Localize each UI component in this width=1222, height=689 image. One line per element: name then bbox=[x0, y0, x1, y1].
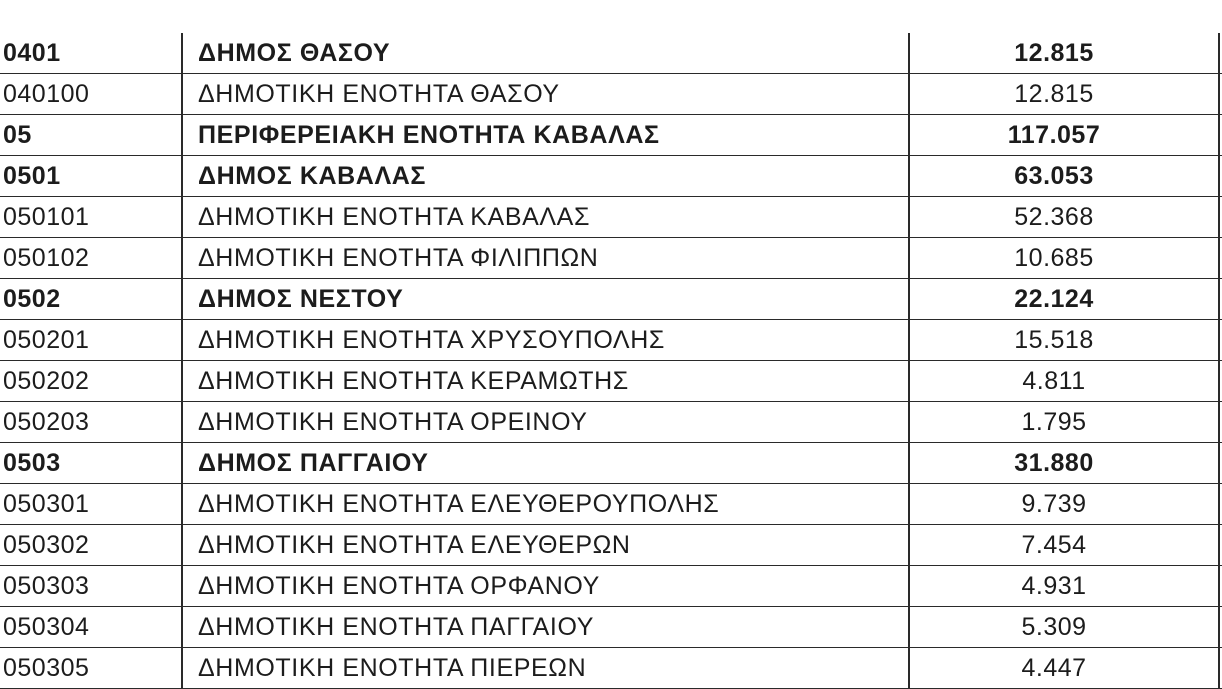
area-name-cell: ΔΗΜΟΣ ΚΑΒΑΛΑΣ bbox=[182, 156, 909, 197]
table-row bbox=[0, 648, 1222, 689]
area-code-cell: 050202 bbox=[0, 361, 182, 402]
population-cell: 12.815 bbox=[909, 74, 1219, 115]
area-code-cell: 050201 bbox=[0, 320, 182, 361]
population-cell: 4.811 bbox=[909, 361, 1219, 402]
table-row bbox=[0, 115, 1222, 156]
area-code-cell: 0501 bbox=[0, 156, 182, 197]
area-name-cell: ΔΗΜΟΤΙΚΗ ΕΝΟΤΗΤΑ ΕΛΕΥΘΕΡΟΥΠΟΛΗΣ bbox=[182, 484, 909, 525]
population-cell: 117.057 bbox=[909, 115, 1219, 156]
table-row bbox=[0, 525, 1222, 566]
table-body bbox=[0, 33, 1222, 689]
table-row bbox=[0, 443, 1222, 484]
area-code-cell: 0401 bbox=[0, 33, 182, 74]
area-name-cell: ΔΗΜΟΤΙΚΗ ΕΝΟΤΗΤΑ ΟΡΦΑΝΟΥ bbox=[182, 566, 909, 607]
population-cell: 31.880 bbox=[909, 443, 1219, 484]
area-code-cell: 050203 bbox=[0, 402, 182, 443]
population-cell: 5.309 bbox=[909, 607, 1219, 648]
population-cell: 1.795 bbox=[909, 402, 1219, 443]
area-code-cell: 050102 bbox=[0, 238, 182, 279]
area-code-cell: 050304 bbox=[0, 607, 182, 648]
area-code-cell: 050101 bbox=[0, 197, 182, 238]
area-name-cell: ΔΗΜΟΤΙΚΗ ΕΝΟΤΗΤΑ ΚΕΡΑΜΩΤΗΣ bbox=[182, 361, 909, 402]
area-code-cell: 05 bbox=[0, 115, 182, 156]
area-name-cell: ΔΗΜΟΣ ΘΑΣΟΥ bbox=[182, 33, 909, 74]
area-name-cell: ΔΗΜΟΤΙΚΗ ΕΝΟΤΗΤΑ ΧΡΥΣΟΥΠΟΛΗΣ bbox=[182, 320, 909, 361]
area-name-cell: ΔΗΜΟΤΙΚΗ ΕΝΟΤΗΤΑ ΟΡΕΙΝΟΥ bbox=[182, 402, 909, 443]
area-code-cell: 040100 bbox=[0, 74, 182, 115]
table-row bbox=[0, 156, 1222, 197]
area-code-cell: 050305 bbox=[0, 648, 182, 689]
area-name-cell: ΔΗΜΟΣ ΠΑΓΓΑΙΟΥ bbox=[182, 443, 909, 484]
population-cell: 4.931 bbox=[909, 566, 1219, 607]
population-cell: 12.815 bbox=[909, 33, 1219, 74]
table-row bbox=[0, 607, 1222, 648]
table-row bbox=[0, 279, 1222, 320]
area-code-cell: 0502 bbox=[0, 279, 182, 320]
area-name-cell: ΔΗΜΟΤΙΚΗ ΕΝΟΤΗΤΑ ΦΙΛΙΠΠΩΝ bbox=[182, 238, 909, 279]
population-cell: 4.447 bbox=[909, 648, 1219, 689]
population-cell: 52.368 bbox=[909, 197, 1219, 238]
area-code-cell: 050303 bbox=[0, 566, 182, 607]
area-name-cell: ΔΗΜΟΤΙΚΗ ΕΝΟΤΗΤΑ ΘΑΣΟΥ bbox=[182, 74, 909, 115]
area-name-cell: ΔΗΜΟΤΙΚΗ ΕΝΟΤΗΤΑ ΠΑΓΓΑΙΟΥ bbox=[182, 607, 909, 648]
table-row bbox=[0, 361, 1222, 402]
population-cell: 10.685 bbox=[909, 238, 1219, 279]
area-name-cell: ΔΗΜΟΤΙΚΗ ΕΝΟΤΗΤΑ ΚΑΒΑΛΑΣ bbox=[182, 197, 909, 238]
table-row bbox=[0, 484, 1222, 525]
population-cell: 9.739 bbox=[909, 484, 1219, 525]
population-table-container bbox=[0, 33, 1222, 689]
population-cell: 22.124 bbox=[909, 279, 1219, 320]
area-code-cell: 0503 bbox=[0, 443, 182, 484]
table-row bbox=[0, 320, 1222, 361]
area-name-cell: ΔΗΜΟΤΙΚΗ ΕΝΟΤΗΤΑ ΠΙΕΡΕΩΝ bbox=[182, 648, 909, 689]
table-row bbox=[0, 33, 1222, 74]
population-cell: 7.454 bbox=[909, 525, 1219, 566]
population-table bbox=[0, 33, 1222, 689]
area-name-cell: ΠΕΡΙΦΕΡΕΙΑΚΗ ΕΝΟΤΗΤΑ ΚΑΒΑΛΑΣ bbox=[182, 115, 909, 156]
area-code-cell: 050302 bbox=[0, 525, 182, 566]
table-row bbox=[0, 566, 1222, 607]
population-cell: 15.518 bbox=[909, 320, 1219, 361]
table-row bbox=[0, 197, 1222, 238]
table-row bbox=[0, 402, 1222, 443]
area-name-cell: ΔΗΜΟΣ ΝΕΣΤΟΥ bbox=[182, 279, 909, 320]
area-name-cell: ΔΗΜΟΤΙΚΗ ΕΝΟΤΗΤΑ ΕΛΕΥΘΕΡΩΝ bbox=[182, 525, 909, 566]
table-row bbox=[0, 74, 1222, 115]
table-row bbox=[0, 238, 1222, 279]
population-cell: 63.053 bbox=[909, 156, 1219, 197]
area-code-cell: 050301 bbox=[0, 484, 182, 525]
